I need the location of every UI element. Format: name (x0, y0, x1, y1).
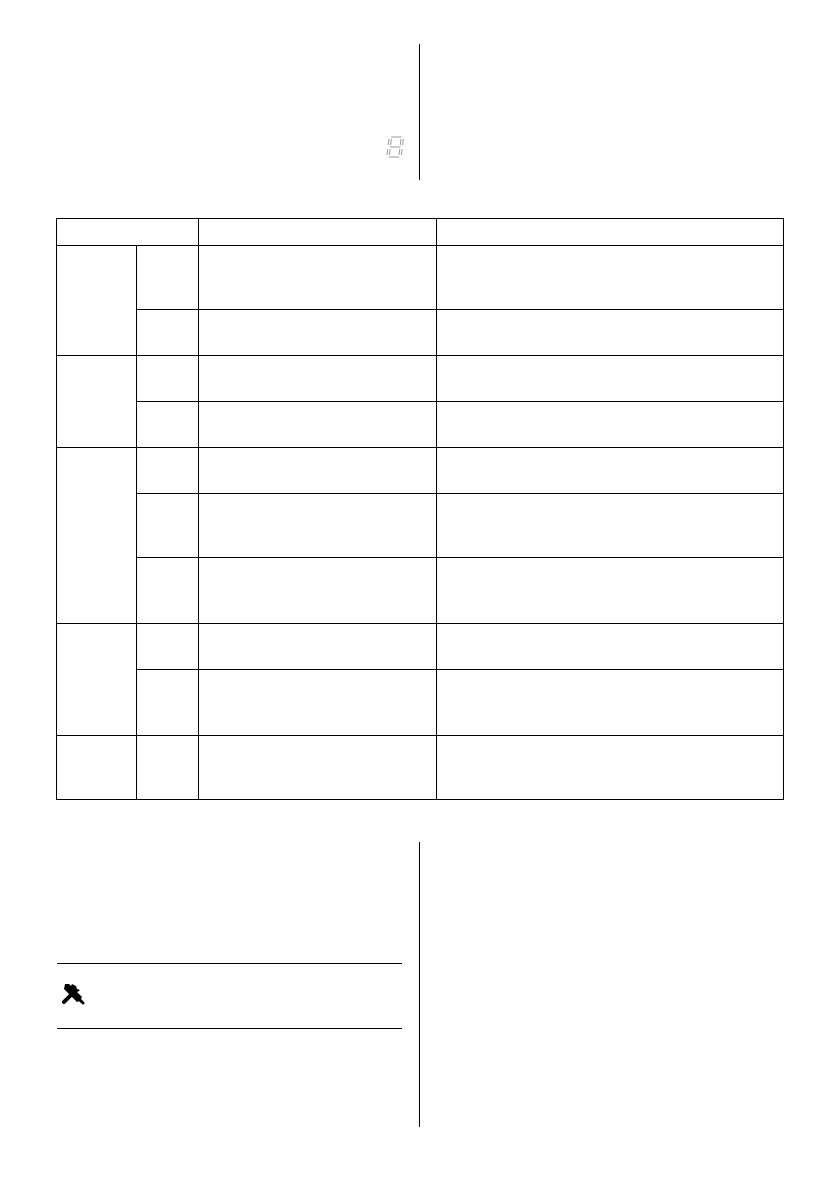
error-cause-cell (199, 310, 437, 356)
error-cause-cell (199, 558, 437, 624)
table-row (57, 624, 784, 670)
top-column-divider (419, 44, 420, 180)
seven-segment-digit (147, 578, 165, 603)
seven-segment-digit (147, 412, 165, 437)
group-cell (57, 448, 137, 624)
error-remedy-cell (437, 558, 784, 624)
error-code-display-cell (137, 356, 199, 402)
service-note-bottom-rule (57, 1028, 402, 1029)
table-row (57, 670, 784, 736)
table-header-row (57, 219, 784, 246)
seven-segment-digit (171, 320, 189, 345)
seven-segment-digit (159, 265, 177, 290)
seven-segment-digit (171, 412, 189, 437)
wrench-screwdriver-icon (60, 980, 86, 1011)
error-remedy-cell (437, 494, 784, 558)
table-row (57, 448, 784, 494)
seven-segment-digit (147, 320, 165, 345)
table-row (57, 356, 784, 402)
seven-segment-digit (147, 634, 165, 659)
seven-segment-digit (147, 458, 165, 483)
error-code-table (56, 218, 784, 800)
table-row (57, 494, 784, 558)
error-remedy-cell (437, 670, 784, 736)
seven-segment-digit (159, 690, 177, 715)
group-cell (57, 246, 137, 356)
error-cause-cell (199, 670, 437, 736)
table-header-cell (57, 219, 199, 246)
seven-segment-digit (171, 458, 189, 483)
bottom-column-divider (419, 842, 420, 1127)
error-cause-cell (199, 448, 437, 494)
table-header-cell (437, 219, 784, 246)
error-code-display-cell (137, 448, 199, 494)
error-remedy-cell (437, 356, 784, 402)
error-remedy-cell (437, 310, 784, 356)
table-row (57, 310, 784, 356)
seven-segment-digit (171, 366, 189, 391)
error-remedy-cell (437, 246, 784, 310)
table-row (57, 402, 784, 448)
error-cause-cell (199, 736, 437, 800)
group-cell (57, 736, 137, 800)
error-code-display-cell (137, 494, 199, 558)
table-header-cell (199, 219, 437, 246)
seven-segment-digit (171, 578, 189, 603)
seven-segment-digit (147, 366, 165, 391)
error-cause-cell (199, 356, 437, 402)
error-code-display-cell (137, 246, 199, 310)
seven-segment-digit (159, 755, 177, 780)
header-seven-segment-digit (386, 136, 404, 158)
table-row (57, 246, 784, 310)
service-note-top-rule (57, 963, 402, 964)
error-cause-cell (199, 246, 437, 310)
error-code-display-cell (137, 558, 199, 624)
seven-segment-digit (147, 513, 165, 538)
error-code-display-cell (137, 670, 199, 736)
error-code-display-cell (137, 624, 199, 670)
error-remedy-cell (437, 624, 784, 670)
seven-segment-digit (171, 513, 189, 538)
error-cause-cell (199, 624, 437, 670)
group-cell (57, 624, 137, 736)
error-code-display-cell (137, 736, 199, 800)
error-code-display-cell (137, 402, 199, 448)
table-row (57, 558, 784, 624)
error-code-display-cell (137, 310, 199, 356)
seven-segment-digit (386, 136, 404, 158)
table-row (57, 736, 784, 800)
seven-segment-digit (171, 634, 189, 659)
error-cause-cell (199, 494, 437, 558)
group-cell (57, 356, 137, 448)
error-remedy-cell (437, 736, 784, 800)
error-remedy-cell (437, 402, 784, 448)
error-remedy-cell (437, 448, 784, 494)
error-cause-cell (199, 402, 437, 448)
